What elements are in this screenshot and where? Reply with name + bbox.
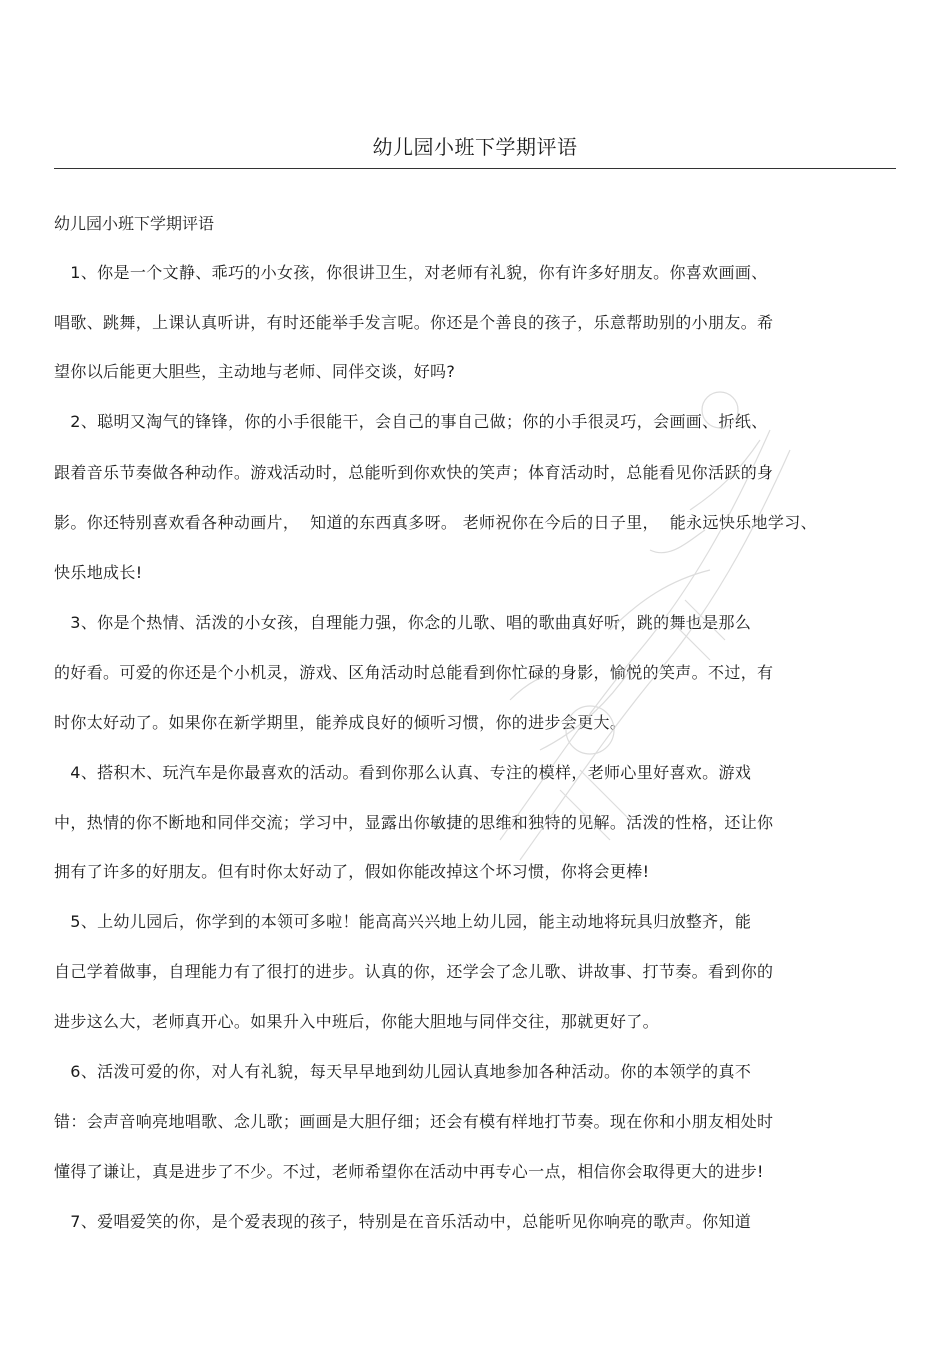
text-line: 中，热情的你不断地和同伴交流；学习中，显露出你敏捷的思维和独特的见解。活泼的性格，还让你: [54, 813, 774, 832]
text-line: 5、上幼儿园后，你学到的本领可多啦！能高高兴兴地上幼儿园，能主动地将玩具归放整齐，能: [54, 912, 752, 931]
title-divider: [54, 168, 896, 169]
text-line: 4、搭积木、玩汽车是你最喜欢的活动。看到你那么认真、专注的模样，老师心里好喜欢。游戏: [54, 763, 752, 782]
text-line: 错：会声音响亮地唱歌、念儿歌；画画是大胆仔细；还会有模有样地打节奏。现在你和小朋友相处时: [54, 1112, 774, 1131]
text-line: 3、你是个热情、活泼的小女孩，自理能力强，你念的儿歌、唱的歌曲真好听，跳的舞也是那么: [54, 613, 752, 632]
text-line: 望你以后能更大胆些，主动地与老师、同伴交谈，好吗?: [54, 362, 456, 381]
document-title: 幼儿园小班下学期评语: [372, 135, 578, 159]
text-line: 时你太好动了。如果你在新学期里，能养成良好的倾听习惯，你的进步会更大。: [54, 713, 627, 732]
text-line: 1、你是一个文静、乖巧的小女孩，你很讲卫生，对老师有礼貌，你有许多好朋友。你喜欢画画、: [54, 263, 768, 282]
text-line: 懂得了谦让，真是进步了不少。不过，老师希望你在活动中再专心一点，相信你会取得更大的进步!: [54, 1162, 764, 1181]
text-line: 7、爱唱爱笑的你，是个爱表现的孩子，特别是在音乐活动中，总能听见你响亮的歌声。你知道: [54, 1212, 752, 1231]
text-line: 唱歌、跳舞，上课认真听讲，有时还能举手发言呢。你还是个善良的孩子，乐意帮助别的小朋友。希: [54, 313, 774, 332]
text-line: 快乐地成长!: [54, 563, 143, 582]
text-line: 跟着音乐节奏做各种动作。游戏活动时，总能听到你欢快的笑声；体育活动时，总能看见你活跃的身: [54, 463, 774, 482]
text-line: 影。你还特别喜欢看各种动画片， 知道的东西真多呀。 老师祝你在今后的日子里， 能永远快乐地学习、: [54, 513, 817, 532]
text-line: 自己学着做事，自理能力有了很打的进步。认真的你，还学会了念儿歌、讲故事、打节奏。看到你的: [54, 962, 774, 981]
text-line: 2、聪明又淘气的锋锋，你的小手很能干，会自己的事自己做；你的小手很灵巧，会画画、折纸、: [54, 412, 768, 431]
section-heading: 幼儿园小班下学期评语: [54, 214, 215, 233]
text-line: 进步这么大，老师真开心。如果升入中班后，你能大胆地与同伴交往，那就更好了。: [54, 1012, 659, 1031]
text-line: 的好看。可爱的你还是个小机灵，游戏、区角活动时总能看到你忙碌的身影，愉悦的笑声。不过，有: [54, 663, 774, 682]
text-line: 6、活泼可爱的你，对人有礼貌，每天早早地到幼儿园认真地参加各种活动。你的本领学的真不: [54, 1062, 752, 1081]
text-line: 拥有了许多的好朋友。但有时你太好动了，假如你能改掉这个坏习惯，你将会更棒!: [54, 862, 650, 881]
